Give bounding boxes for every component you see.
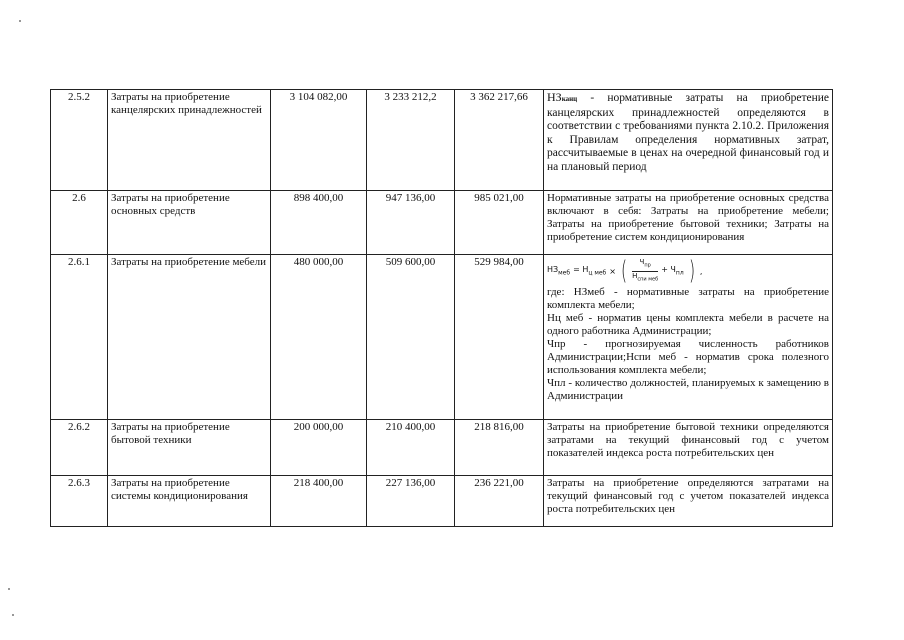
formula-eq: = $Н_{ц меб}$: [573, 264, 607, 277]
value-year-1: 898 400,00: [271, 191, 367, 255]
table-row: [51, 420, 833, 476]
value-year-1: 200 000,00: [271, 420, 367, 476]
formula-lhs: $НЗ_{меб}$: [547, 264, 571, 277]
value-year-1: 218 400,00: [271, 476, 367, 527]
cost-description: Нормативные затраты на приобретение основных средства включают в себя: Затраты на приобретение мебели; Затраты на приобретение бытовой техники; Затраты на приобретение систем кондиционирования: [544, 191, 833, 255]
formula-close-paren: ): [688, 256, 695, 286]
legend-line: Нц меб - норматив цены комплекта мебели в расчете на одного работника Администрации;: [547, 312, 829, 337]
formula-fraction: $\frac{Ч_{пр}}{Н_{спи меб}}$: [632, 258, 659, 282]
table-row: [51, 90, 833, 191]
formula-times: ×: [609, 266, 616, 276]
cost-name: Затраты на приобретение системы кондиционирования: [108, 476, 271, 527]
furniture-cost-formula: $НЗ_{меб}$ = $Н_{ц меб}$ × ( $\frac{Ч_{пр}}{Н_{спи меб}}$ + $Ч_{пл}$ ) ,: [547, 256, 703, 286]
scan-speck: [12, 614, 14, 616]
formula-open-paren: (: [621, 256, 628, 286]
description-subscript: канц: [561, 95, 578, 103]
cost-name: Затраты на приобретение канцелярских принадлежностей: [108, 90, 271, 191]
cost-description: [544, 90, 833, 191]
value-year-2: 210 400,00: [367, 420, 455, 476]
table-row: [51, 191, 833, 255]
value-year-3: 3 362 217,66: [455, 90, 544, 191]
formula-plus: + $Ч_{пл}$: [661, 264, 684, 277]
value-year-3: 236 221,00: [455, 476, 544, 527]
value-year-2: 227 136,00: [367, 476, 455, 527]
table-row: [51, 255, 833, 420]
cost-table: [50, 89, 833, 527]
value-year-3: 529 984,00: [455, 255, 544, 420]
cost-description: Затраты на приобретение определяются затратами на текущий финансовый год с учетом показателей индекса роста потребительских цен: [544, 476, 833, 527]
value-year-2: 947 136,00: [367, 191, 455, 255]
row-number: 2.6.1: [51, 255, 108, 420]
cost-name: Затраты на приобретение мебели: [108, 255, 271, 420]
value-year-3: 985 021,00: [455, 191, 544, 255]
cost-name: Затраты на приобретение основных средств: [108, 191, 271, 255]
description-text: - нормативные затраты на приобретение канцелярских принадлежностей определяются в соответствии с требованиями пункта 2.10.2. Приложения к Правилам определения нормативных затрат, рассчитываемые в ценах на очередной финансовый год и на плановый период: [547, 92, 829, 173]
row-number: 2.5.2: [51, 90, 108, 191]
row-number: 2.6.2: [51, 420, 108, 476]
scan-speck: [8, 588, 10, 590]
description-prefix: НЗ: [547, 90, 562, 104]
scan-speck: [19, 20, 21, 22]
cost-description: [544, 255, 833, 420]
table-row: [51, 476, 833, 527]
legend-line: где: НЗмеб - нормативные затраты на приобретение комплекта мебели;: [547, 286, 829, 311]
row-number: 2.6.3: [51, 476, 108, 527]
legend-line: Чпр - прогнозируемая численность работников Администрации;Нспи меб - норматив срока полезного использования комплекта мебели;: [547, 338, 829, 376]
cost-description: Затраты на приобретение бытовой техники определяются затратами на текущий финансовый год с учетом показателей индекса роста потребительских цен: [544, 420, 833, 476]
value-year-1: 480 000,00: [271, 255, 367, 420]
value-year-1: 3 104 082,00: [271, 90, 367, 191]
legend-line: Чпл - количество должностей, планируемых к замещению в Администрации: [547, 377, 829, 402]
value-year-2: 509 600,00: [367, 255, 455, 420]
value-year-3: 218 816,00: [455, 420, 544, 476]
cost-name: Затраты на приобретение бытовой техники: [108, 420, 271, 476]
row-number: 2.6: [51, 191, 108, 255]
value-year-2: 3 233 212,2: [367, 90, 455, 191]
